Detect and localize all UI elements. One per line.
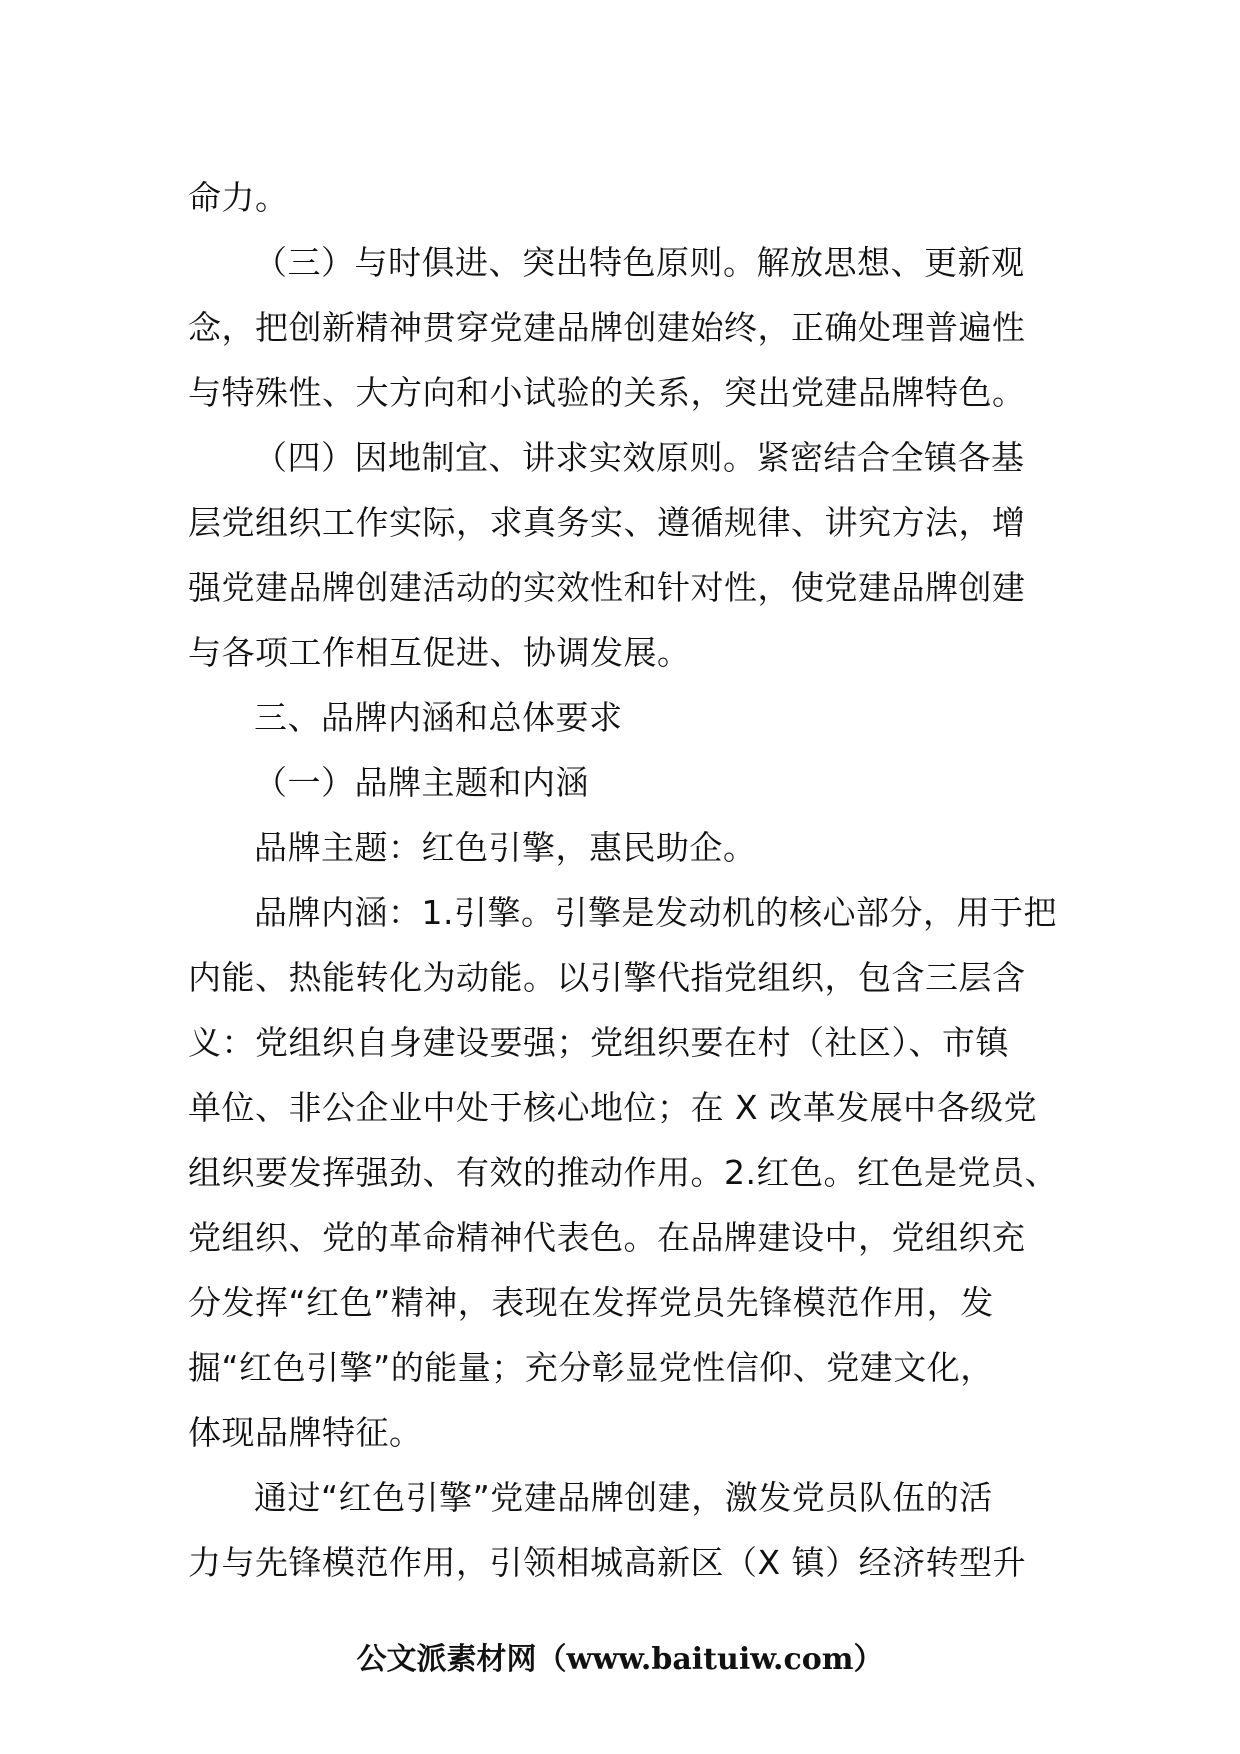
text-line: （四）因地制宜、讲求实效原则。紧密结合全镇各基 — [254, 438, 1025, 477]
footer-watermark: 公文派素材网（www.baituiw.com） — [356, 1642, 884, 1677]
text-line: 义：党组织自身建设要强；党组织要在村（社区）、市镇 — [188, 1023, 1009, 1062]
subsection-heading: （一）品牌主题和内涵 — [254, 763, 589, 802]
text-line: 强党建品牌创建活动的实效性和针对性，使党建品牌创建 — [188, 568, 1026, 607]
text-line: 层党组织工作实际，求真务实、遵循规律、讲究方法，增 — [188, 503, 1026, 542]
document-body — [188, 165, 1058, 1595]
text-line: 组织要发挥强劲、有效的推动作用。2.红色。红色是党员、 — [188, 1153, 1058, 1192]
text-line: 品牌内涵：1.引擎。引擎是发动机的核心部分，用于把 — [254, 893, 1057, 932]
text-line: （三）与时俱进、突出特色原则。解放思想、更新观 — [254, 243, 1025, 282]
text-line: 品牌主题：红色引擎，惠民助企。 — [254, 828, 757, 867]
text-line: 党组织、党的革命精神代表色。在品牌建设中，党组织充 — [188, 1218, 1026, 1257]
section-heading: 三、品牌内涵和总体要求 — [254, 698, 623, 737]
text-line: 掘“红色引擎”的能量；充分彰显党性信仰、党建文化， — [188, 1348, 994, 1387]
text-line: 单位、非公企业中处于核心地位；在 X 改革发展中各级党 — [188, 1088, 1038, 1127]
text-line: 体现品牌特征。 — [188, 1413, 423, 1452]
text-line: 与各项工作相互促进、协调发展。 — [188, 633, 691, 672]
text-line: 内能、热能转化为动能。以引擎代指党组织，包含三层含 — [188, 958, 1026, 997]
text-line: 通过“红色引擎”党建品牌创建，激发党员队伍的活 — [254, 1478, 993, 1517]
text-line: 念，把创新精神贯穿党建品牌创建始终，正确处理普遍性 — [188, 308, 1026, 347]
text-line: 力与先锋模范作用，引领相城高新区（X 镇）经济转型升 — [188, 1543, 1027, 1582]
text-line: 命力。 — [188, 178, 289, 217]
text-line: 分发挥“红色”精神，表现在发挥党员先锋模范作用，发 — [188, 1283, 994, 1322]
text-line: 与特殊性、大方向和小试验的关系，突出党建品牌特色。 — [188, 373, 1026, 412]
